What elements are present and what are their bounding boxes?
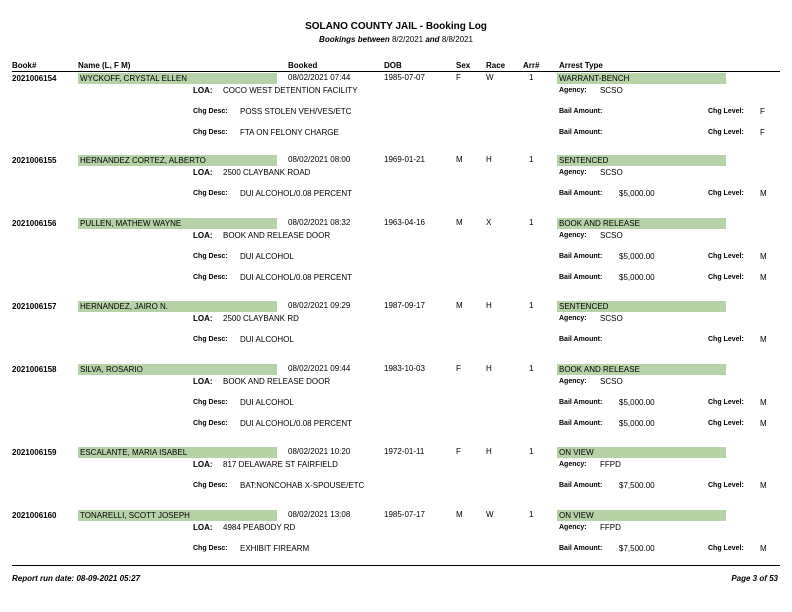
arrest-type: SENTENCED [559,302,609,311]
date-of-birth: 1972-01-11 [384,447,425,456]
sex: M [456,510,463,519]
charge-level: F [760,128,765,137]
loa-label: LOA: [193,314,213,323]
race: H [486,447,492,456]
charge-description: DUI ALCOHOL [240,252,294,261]
race: W [486,73,494,82]
sex: M [456,301,463,310]
charge-level-label: Chg Level: [708,253,744,260]
arrest-type: BOOK AND RELEASE [559,365,640,374]
charge-description: DUI ALCOHOL [240,398,294,407]
loa-value: BOOK AND RELEASE DOOR [223,377,331,386]
col-header-booked: Booked [288,61,318,70]
arrest-count: 1 [529,447,534,456]
loa-label: LOA: [193,231,213,240]
charge-level: M [760,335,767,344]
col-header-arr: Arr# [523,61,540,70]
bail-amount: $7,500.00 [619,544,655,553]
charge-level: M [760,481,767,490]
inmate-name: HERNANDEZ CORTEZ, ALBERTO [80,156,206,165]
charge-level-label: Chg Level: [708,399,744,406]
charge-level-label: Chg Level: [708,129,744,136]
booked-datetime: 08/02/2021 07:44 [288,73,351,82]
charge-description: POSS STOLEN VEH/VES/ETC [240,107,352,116]
arrest-count: 1 [529,155,534,164]
charge-description: FTA ON FELONY CHARGE [240,128,339,137]
footer-rule [12,565,780,566]
race: W [486,510,494,519]
bail-amount: $5,000.00 [619,189,655,198]
bail-amount: $5,000.00 [619,273,655,282]
charge-level-label: Chg Level: [708,108,744,115]
arrest-type: WARRANT-BENCH [559,74,630,83]
charge-level: F [760,107,765,116]
sex: F [456,364,461,373]
race: H [486,155,492,164]
race: H [486,301,492,310]
loa-label: LOA: [193,168,213,177]
date-of-birth: 1985-07-07 [384,73,425,82]
arrest-type: ON VIEW [559,511,594,520]
col-header-name: Name (L, F M) [78,61,131,70]
agency-label: Agency: [559,232,587,239]
charge-description: DUI ALCOHOL/0.08 PERCENT [240,419,353,428]
charge-level: M [760,189,767,198]
charge-level-label: Chg Level: [708,545,744,552]
arrest-count: 1 [529,301,534,310]
bail-amount-label: Bail Amount: [559,336,603,343]
agency-label: Agency: [559,524,587,531]
col-header-race: Race [486,61,506,70]
agency-label: Agency: [559,87,587,94]
bail-amount: $5,000.00 [619,419,655,428]
bail-amount-label: Bail Amount: [559,108,603,115]
booking-number: 2021006160 [12,511,57,520]
date-of-birth: 1969-01-21 [384,155,425,164]
sex: F [456,73,461,82]
charge-desc-label: Chg Desc: [193,129,228,136]
date-of-birth: 1983-10-03 [384,364,425,373]
bail-amount: $5,000.00 [619,252,655,261]
inmate-name: WYCKOFF, CRYSTAL ELLEN [80,74,187,83]
bail-amount-label: Bail Amount: [559,253,603,260]
col-header-dob: DOB [384,61,402,70]
report-subtitle [0,35,792,44]
bail-amount-label: Bail Amount: [559,399,603,406]
date-of-birth: 1963-04-16 [384,218,425,227]
bail-amount: $7,500.00 [619,481,655,490]
date-of-birth: 1985-07-17 [384,510,425,519]
charge-level: M [760,419,767,428]
booked-datetime: 08/02/2021 08:32 [288,218,351,227]
loa-label: LOA: [193,86,213,95]
subtitle-end-date: 8/8/2021 [441,35,473,44]
inmate-name: SILVA, ROSARIO [80,365,143,374]
charge-level-label: Chg Level: [708,420,744,427]
loa-value: 817 DELAWARE ST FAIRFIELD [223,460,338,469]
inmate-name: TONARELLI, SCOTT JOSEPH [80,511,190,520]
bail-amount-label: Bail Amount: [559,545,603,552]
charge-desc-label: Chg Desc: [193,399,228,406]
arrest-type: SENTENCED [559,156,609,165]
arrest-count: 1 [529,364,534,373]
col-header-arrest-type: Arrest Type [559,61,603,70]
booked-datetime: 08/02/2021 09:44 [288,364,351,373]
bail-amount-label: Bail Amount: [559,129,603,136]
charge-description: BAT:NONCOHAB X-SPOUSE/ETC [240,481,365,490]
agency-label: Agency: [559,378,587,385]
loa-label: LOA: [193,460,213,469]
booking-number: 2021006156 [12,219,57,228]
loa-value: 4984 PEABODY RD [223,523,296,532]
booked-datetime: 08/02/2021 13:08 [288,510,351,519]
loa-label: LOA: [193,377,213,386]
arrest-type: BOOK AND RELEASE [559,219,640,228]
booked-datetime: 08/02/2021 09:29 [288,301,351,310]
booking-number: 2021006154 [12,74,57,83]
charge-level: M [760,273,767,282]
loa-value: 2500 CLAYBANK ROAD [223,168,311,177]
charge-description: DUI ALCOHOL/0.08 PERCENT [240,189,353,198]
arrest-type: ON VIEW [559,448,594,457]
booking-number: 2021006157 [12,302,57,311]
charge-level: M [760,398,767,407]
inmate-name: ESCALANTE, MARIA ISABEL [80,448,188,457]
bail-amount-label: Bail Amount: [559,274,603,281]
agency-value: FFPD [600,523,621,532]
loa-label: LOA: [193,523,213,532]
bail-amount-label: Bail Amount: [559,420,603,427]
agency-label: Agency: [559,315,587,322]
report-title: SOLANO COUNTY JAIL - Booking Log [305,21,487,32]
agency-value: SCSO [600,168,623,177]
charge-desc-label: Chg Desc: [193,253,228,260]
inmate-name: HERNANDEZ, JAIRO N. [80,302,169,311]
charge-level-label: Chg Level: [708,482,744,489]
charge-level: M [760,252,767,261]
charge-description: EXHIBIT FIREARM [240,544,310,553]
agency-value: SCSO [600,86,623,95]
race: H [486,364,492,373]
subtitle-prefix: Bookings between [319,35,390,44]
charge-level: M [760,544,767,553]
agency-label: Agency: [559,461,587,468]
loa-value: COCO WEST DETENTION FACILITY [223,86,358,95]
charge-level-label: Chg Level: [708,274,744,281]
agency-value: SCSO [600,377,623,386]
sex: F [456,447,461,456]
charge-level-label: Chg Level: [708,336,744,343]
col-header-book: Book# [12,61,37,70]
col-header-sex: Sex [456,61,471,70]
booked-datetime: 08/02/2021 10:20 [288,447,351,456]
page-number: Page 3 of 53 [731,574,778,583]
charge-desc-label: Chg Desc: [193,274,228,281]
arrest-count: 1 [529,510,534,519]
subtitle-joiner: and [425,35,440,44]
inmate-name: PULLEN, MATHEW WAYNE [80,219,182,228]
sex: M [456,218,463,227]
booking-number: 2021006155 [12,156,57,165]
subtitle-start-date: 8/2/2021 [391,35,424,44]
loa-value: 2500 CLAYBANK RD [223,314,299,323]
agency-value: SCSO [600,231,623,240]
race: X [486,218,492,227]
charge-description: DUI ALCOHOL [240,335,294,344]
header-rule [12,71,780,72]
sex: M [456,155,463,164]
charge-description: DUI ALCOHOL/0.08 PERCENT [240,273,353,282]
charge-desc-label: Chg Desc: [193,482,228,489]
booking-number: 2021006158 [12,365,57,374]
loa-value: BOOK AND RELEASE DOOR [223,231,331,240]
agency-value: FFPD [600,460,621,469]
arrest-count: 1 [529,218,534,227]
bail-amount-label: Bail Amount: [559,190,603,197]
charge-desc-label: Chg Desc: [193,336,228,343]
booked-datetime: 08/02/2021 08:00 [288,155,351,164]
arrest-count: 1 [529,73,534,82]
date-of-birth: 1987-09-17 [384,301,425,310]
charge-desc-label: Chg Desc: [193,190,228,197]
booking-number: 2021006159 [12,448,57,457]
agency-label: Agency: [559,169,587,176]
report-run-date: Report run date: 08-09-2021 05:27 [12,574,141,583]
charge-desc-label: Chg Desc: [193,420,228,427]
charge-level-label: Chg Level: [708,190,744,197]
bail-amount-label: Bail Amount: [559,482,603,489]
charge-desc-label: Chg Desc: [193,545,228,552]
charge-desc-label: Chg Desc: [193,108,228,115]
bail-amount: $5,000.00 [619,398,655,407]
agency-value: SCSO [600,314,623,323]
